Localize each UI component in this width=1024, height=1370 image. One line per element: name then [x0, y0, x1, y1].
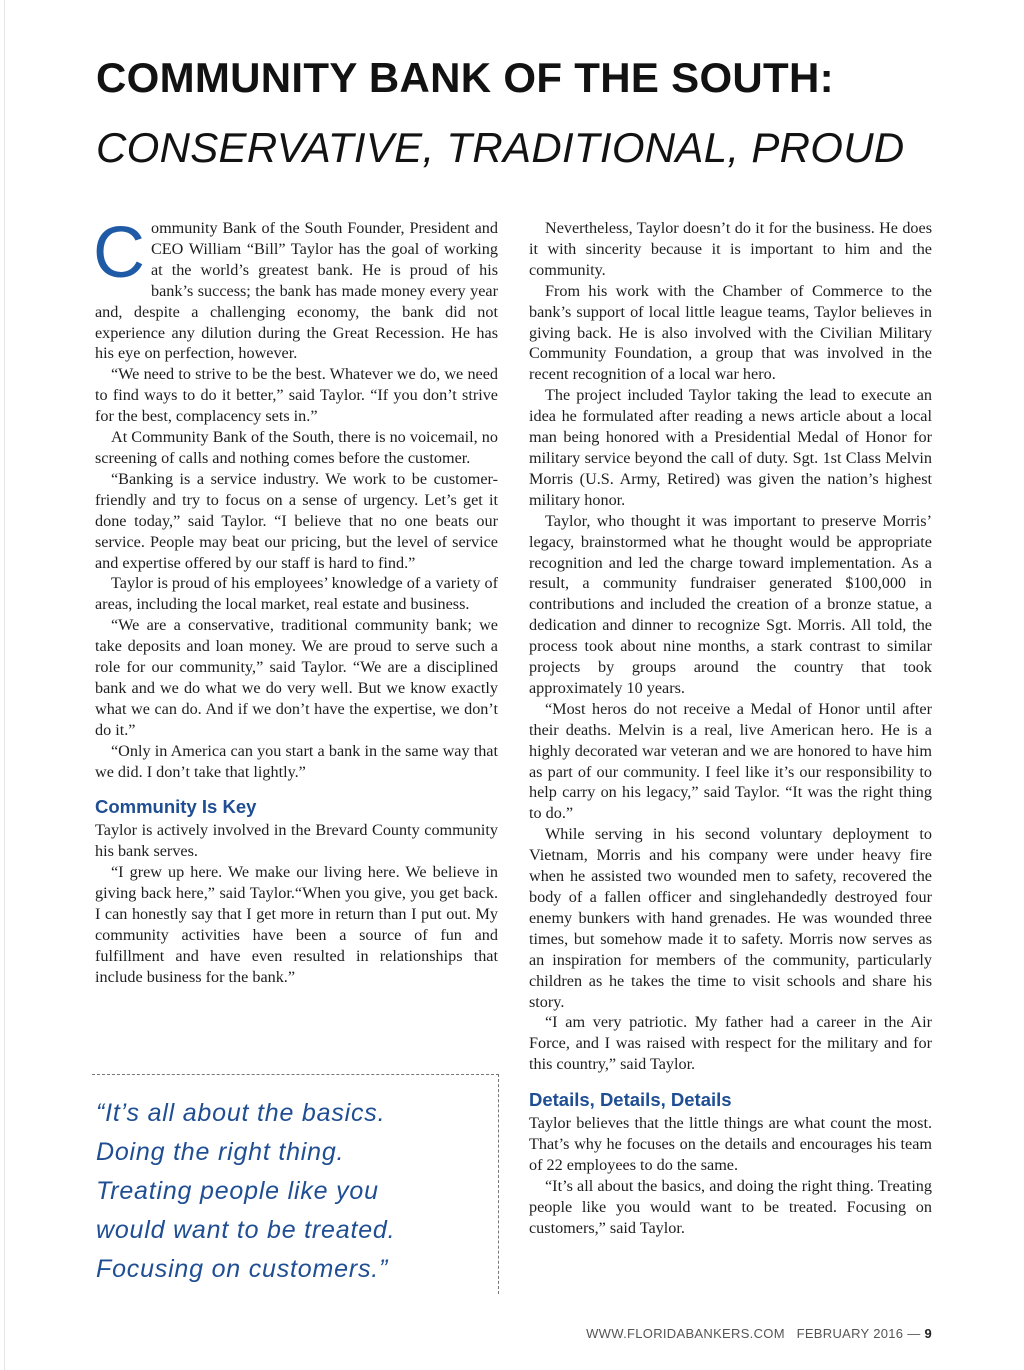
paragraph-5: Taylor is proud of his employees’ knowledge of a variety of areas, including the local market, real estate and business.: [95, 574, 498, 614]
drop-cap: C: [93, 213, 145, 293]
right-paragraph-8: Taylor believes that the little things are what count the most. That’s why he focuses on the details and encourages his team of 22 employees to do the same.: [529, 1114, 932, 1174]
subhead-details: Details, Details, Details: [529, 1089, 732, 1111]
right-paragraph-4: Taylor, who thought it was important to preserve Morris’ legacy, brainstormed what he thought would be appropriate recognition and led the charge toward implementation. As a result, a community fundraiser generated $100,000 in contributions and included the creation of a bronze statue, a dedication and dinner to recognize Sgt. Morris. All told, the process took about nine months, a stark contrast to similar projects by groups around the country that took approximately 10 years.: [529, 511, 932, 697]
right-paragraph-6: While serving in his second voluntary deployment to Vietnam, Morris and his company were under heavy fire when he assisted two wounded men to safety, recovered the body of a fallen officer and singlehandedly destroyed four enemy bunkers with hand grenades. He was wounded three times, but somehow made it to safety. Morris now serves as an inspiration for members of the community, particularly children as he takes the time to visit schools and share his story.: [529, 825, 932, 1011]
right-paragraph-2: From his work with the Chamber of Commerce to the bank’s support of local little league teams, Taylor believes in giving back. He is also involved with the Civilian Military Community Foundation, a group that was involved in the recent recognition of a local war hero.: [529, 281, 932, 384]
right-paragraph-5: “Most heros do not receive a Medal of Honor until after their deaths. Melvin is a real, live American hero. He is a highly decorated war veteran and we are honored to have him as part of our community. I feel like it’s our responsibility to help carry on his legacy,” said Taylor. “It was the right thing to do.”: [529, 699, 932, 823]
page-footer: [586, 1326, 932, 1341]
pullquote-line-1: “It’s all about the basics.: [96, 1099, 386, 1127]
right-paragraph-3: The project included Taylor taking the lead to execute an idea he formulated after reading a news article about a local man being honored with a Presidential Medal of Honor for military service beyond the call of duty. Sgt. 1st Class Melvin Morris (U.S. Army, Retired) was given the nation’s highest military honor.: [529, 386, 932, 509]
paragraph-1-text: ommunity Bank of the South Founder, President and CEO William “Bill” Taylor has the goal of working at the world’s greatest bank. He is proud of his bank’s success; the bank has made money every year and, despite a challenging economy, the bank did not experience any dilution during the Great Recession. He has his eye on perfection, however.: [95, 219, 498, 363]
left-column: [93, 213, 498, 988]
paragraph-3: At Community Bank of the South, there is no voicemail, no screening of calls and nothing comes before the customer.: [95, 428, 498, 467]
right-paragraph-1: Nevertheless, Taylor doesn’t do it for the business. He does it with sincerity because it is important to him and the community.: [529, 219, 932, 279]
headline-line-2: CONSERVATIVE, TRADITIONAL, PROUD: [96, 124, 905, 171]
page-edge-line: [4, 0, 5, 1370]
paragraph-7: “Only in America can you start a bank in the same way that we did. I don’t take that lightly.”: [95, 741, 498, 781]
right-paragraph-7: “I am very patriotic. My father had a career in the Air Force, and I was raised with respect for the military and for this country,” said Taylor.: [529, 1013, 932, 1074]
footer-site: WWW.FLORIDABANKERS.COM: [586, 1326, 785, 1341]
paragraph-1: [93, 213, 498, 364]
paragraph-6: “We are a conservative, traditional community bank; we take deposits and loan money. We are proud to serve such a role for our community,” said Taylor. “We are a disciplined bank and we do what we do very well. But we know exactly what we can do. And if we don’t have the expertise, we don’t do it.”: [95, 616, 498, 739]
pullquote-line-2: Doing the right thing.: [96, 1138, 345, 1166]
page-number: 9: [924, 1326, 932, 1341]
pullquote-line-4: would want to be treated.: [96, 1216, 396, 1244]
paragraph-8: Taylor is actively involved in the Brevard County community his bank serves.: [95, 821, 498, 861]
right-paragraph-9: “It’s all about the basics, and doing the right thing. Treating people like you would want to be treated. Focusing on customers,” said Taylor.: [529, 1176, 932, 1237]
pullquote: [96, 1094, 496, 1289]
pullquote-line-5: Focusing on customers.”: [96, 1255, 389, 1283]
paragraph-9: “I grew up here. We make our living here. We believe in giving back here,” said Taylor.“When you give, you get back. I can honestly say that I get more in return than I put out. My community activities have been a source of fun and fulfillment and have even resulted in relationships that include business for the bank.”: [95, 863, 498, 986]
subhead-community-is-key: Community Is Key: [95, 796, 257, 818]
pullquote-line-3: Treating people like you: [96, 1177, 379, 1205]
footer-issue: FEBRUARY 2016 —: [796, 1326, 921, 1341]
paragraph-4: “Banking is a service industry. We work to be customer-friendly and try to focus on a sense of urgency. Let’s get it done today,” said Taylor. “I believe that no one beats our service. People may beat our pricing, but the level of service and expertise offered by our staff is hard to find.”: [95, 469, 498, 572]
right-column: [529, 218, 932, 1239]
paragraph-2: “We need to strive to be the best. Whatever we do, we need to find ways to do it better,” said Taylor. “If you don’t strive for the best, complacency sets in.”: [95, 365, 498, 426]
headline-line-1: COMMUNITY BANK OF THE SOUTH:: [96, 54, 834, 101]
article-headline: [96, 52, 956, 174]
